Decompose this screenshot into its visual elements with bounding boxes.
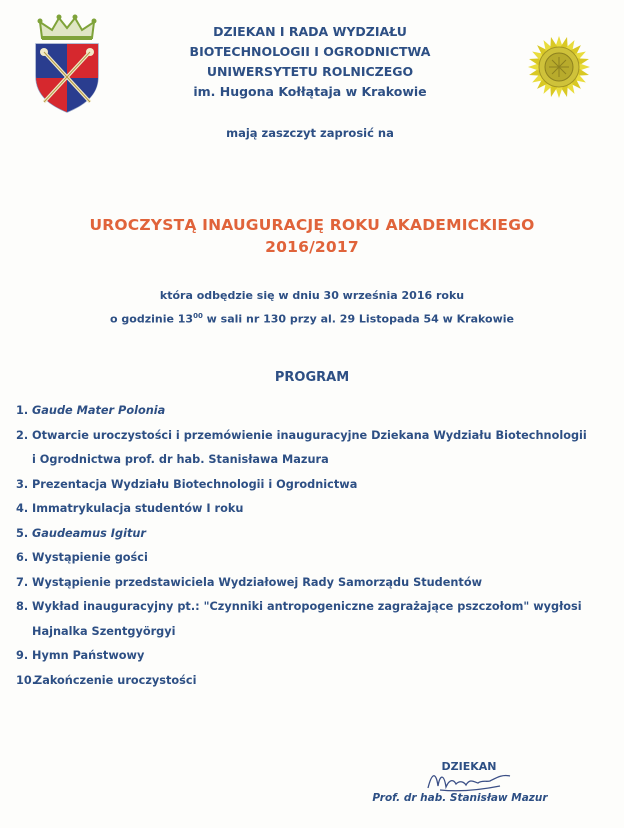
faculty-header bbox=[110, 22, 510, 102]
program-item-text: Gaude Mater Polonia bbox=[32, 404, 166, 417]
program-item-text: Zakończenie uroczystości bbox=[34, 673, 197, 687]
program-list bbox=[16, 401, 616, 695]
event-details bbox=[60, 286, 564, 330]
program-item-number: 3. bbox=[16, 477, 29, 491]
event-time-location bbox=[60, 306, 564, 330]
program-item bbox=[16, 548, 616, 573]
program-item-text: Gaudeamus Igitur bbox=[32, 526, 146, 540]
program-item-number: 6. bbox=[16, 551, 29, 564]
program-item-text: Hymn Państwowy bbox=[32, 649, 145, 662]
faculty-sun-emblem-icon bbox=[516, 34, 602, 100]
event-time-minutes: 00 bbox=[193, 312, 203, 320]
program-item-continuation: Hajnalka Szentgyörgyi bbox=[32, 624, 176, 638]
program-item-text: Prezentacja Wydziału Biotechnologii i Ogrodnictwa bbox=[32, 477, 358, 491]
program-item bbox=[16, 646, 616, 671]
invitation-text: mają zaszczyt zaprosić na bbox=[226, 126, 394, 140]
program-item bbox=[16, 475, 616, 500]
signature-title: DZIEKAN bbox=[441, 760, 497, 773]
header-line-2: BIOTECHNOLOGII I OGRODNICTWA bbox=[189, 44, 431, 59]
program-item-number: 2. bbox=[16, 428, 29, 442]
program-item-text: Wystąpienie przedstawiciela Wydziałowej Rady Samorządu Studentów bbox=[32, 575, 483, 589]
event-title: UROCZYSTĄ INAUGURACJĘ ROKU AKADEMICKIEGO bbox=[89, 216, 535, 234]
header-line-3: UNIWERSYTETU ROLNICZEGO bbox=[206, 64, 414, 79]
program-item bbox=[16, 573, 616, 598]
program-item bbox=[16, 671, 616, 696]
event-date: która odbędzie się w dniu 30 września 2016 roku bbox=[159, 289, 465, 302]
program-item-number: 9. bbox=[16, 649, 29, 662]
program-item-continuation: i Ogrodnictwa prof. dr hab. Stanisława Mazura bbox=[32, 453, 329, 466]
event-time-prefix: o godzinie 13 bbox=[110, 312, 194, 326]
program-item bbox=[16, 524, 616, 549]
event-title-block bbox=[40, 214, 584, 258]
event-location: w sali nr 130 przy al. 29 Listopada 54 w Krakowie bbox=[202, 312, 514, 326]
program-item bbox=[16, 426, 616, 475]
program-item-text: Immatrykulacja studentów I roku bbox=[32, 502, 244, 515]
program-item-number: 10. bbox=[16, 673, 37, 687]
header-line-1: DZIEKAN I RADA WYDZIAŁU bbox=[213, 24, 407, 39]
program-item-number: 8. bbox=[16, 600, 29, 613]
program-item bbox=[16, 401, 616, 426]
program-item-number: 1. bbox=[16, 404, 29, 417]
program-item-text: Wykład inauguracyjny pt.: "Czynniki antropogeniczne zagrażające pszczołom" wygłosi bbox=[32, 600, 582, 613]
header-line-4: im. Hugona Kołłątaja w Krakowie bbox=[193, 84, 427, 99]
program-item-number: 4. bbox=[16, 502, 29, 515]
program-item bbox=[16, 499, 616, 524]
program-item-text: Wystąpienie gości bbox=[32, 551, 148, 564]
program-heading: PROGRAM bbox=[274, 370, 350, 385]
program-item-number: 7. bbox=[16, 575, 29, 589]
signature-block bbox=[360, 760, 560, 804]
university-crest-icon bbox=[32, 10, 102, 114]
program-item-number: 5. bbox=[16, 526, 29, 540]
event-year: 2016/2017 bbox=[265, 238, 359, 256]
handwritten-signature bbox=[420, 768, 520, 794]
program-item bbox=[16, 597, 616, 646]
program-item-text: Otwarcie uroczystości i przemówienie inauguracyjne Dziekana Wydziału Biotechnologii bbox=[32, 428, 587, 442]
signatory-name: Prof. dr hab. Stanisław Mazur bbox=[372, 792, 548, 804]
